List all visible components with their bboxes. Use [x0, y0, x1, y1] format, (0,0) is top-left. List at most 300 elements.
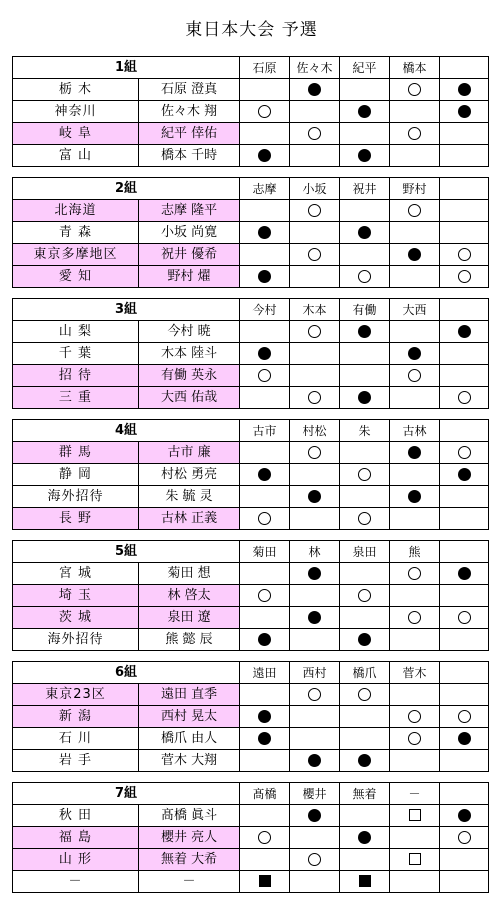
opponent-header: 祝井: [340, 178, 390, 200]
open-circle-icon: [458, 710, 471, 723]
filled-circle-icon: [258, 226, 271, 239]
table-row: [13, 805, 489, 827]
result-cell: [390, 123, 440, 145]
table-row: [13, 706, 489, 728]
result-cell: [240, 486, 290, 508]
table-row: [13, 508, 489, 530]
opponent-header: 今村: [240, 299, 290, 321]
open-circle-icon: [308, 248, 321, 261]
result-cell: [340, 684, 390, 706]
page-title: 東日本大会 予選: [185, 20, 318, 40]
result-cell: [290, 629, 340, 651]
player-name-cell: 西村 晃太: [139, 706, 240, 728]
result-cell: [440, 79, 489, 101]
result-cell: [390, 464, 440, 486]
result-cell: [240, 871, 290, 893]
result-cell: [340, 145, 390, 167]
filled-square-icon: [259, 875, 271, 887]
opponent-header: 櫻井: [290, 783, 340, 805]
open-circle-icon: [308, 391, 321, 404]
result-cell: [440, 629, 489, 651]
table-row: [13, 343, 489, 365]
filled-circle-icon: [258, 468, 271, 481]
opponent-header: 無着: [340, 783, 390, 805]
result-cell: [240, 629, 290, 651]
result-cell: [340, 706, 390, 728]
result-cell: [290, 145, 340, 167]
result-cell: [390, 244, 440, 266]
filled-circle-icon: [258, 732, 271, 745]
filled-circle-icon: [458, 567, 471, 580]
result-cell: [290, 849, 340, 871]
group-header-row: [13, 662, 489, 684]
prefecture-cell: 東京多摩地区: [13, 244, 139, 266]
result-cell: [290, 827, 340, 849]
open-circle-icon: [408, 732, 421, 745]
open-circle-icon: [308, 204, 321, 217]
result-cell: [290, 486, 340, 508]
result-cell: [390, 101, 440, 123]
result-cell: [440, 464, 489, 486]
result-cell: [390, 607, 440, 629]
result-cell: [390, 684, 440, 706]
result-cell: [290, 706, 340, 728]
group-name: 7組: [13, 783, 240, 805]
player-name-cell: 今村 暁: [139, 321, 240, 343]
opponent-header: 大西: [390, 299, 440, 321]
open-circle-icon: [358, 468, 371, 481]
result-cell: [340, 849, 390, 871]
result-cell: [240, 244, 290, 266]
table-row: [13, 79, 489, 101]
result-cell: [440, 871, 489, 893]
filled-circle-icon: [258, 347, 271, 360]
player-name-cell: 古市 廉: [139, 442, 240, 464]
result-cell: [440, 200, 489, 222]
open-circle-icon: [458, 831, 471, 844]
result-cell: [340, 871, 390, 893]
opponent-header: [440, 541, 489, 563]
result-cell: [290, 343, 340, 365]
result-cell: [290, 585, 340, 607]
result-cell: [290, 871, 340, 893]
result-cell: [290, 750, 340, 772]
group-name: 4組: [13, 420, 240, 442]
result-cell: [340, 563, 390, 585]
result-cell: [290, 563, 340, 585]
result-cell: [390, 442, 440, 464]
opponent-header: 朱: [340, 420, 390, 442]
opponent-header: 木本: [290, 299, 340, 321]
opponent-header: －: [390, 783, 440, 805]
result-cell: [240, 464, 290, 486]
result-cell: [240, 79, 290, 101]
player-name-cell: 小坂 尚寛: [139, 222, 240, 244]
prefecture-cell: 長 野: [13, 508, 139, 530]
result-cell: [340, 805, 390, 827]
table-row: [13, 442, 489, 464]
result-cell: [440, 145, 489, 167]
filled-circle-icon: [458, 325, 471, 338]
result-cell: [290, 607, 340, 629]
result-cell: [340, 101, 390, 123]
group-name: 6組: [13, 662, 240, 684]
result-cell: [240, 750, 290, 772]
opponent-header: 泉田: [340, 541, 390, 563]
open-circle-icon: [458, 248, 471, 261]
result-cell: [340, 585, 390, 607]
prefecture-cell: 青 森: [13, 222, 139, 244]
player-name-cell: 古林 正義: [139, 508, 240, 530]
table-row: [13, 728, 489, 750]
open-circle-icon: [258, 369, 271, 382]
opponent-header: 髙橋: [240, 783, 290, 805]
prefecture-cell: 埼 玉: [13, 585, 139, 607]
filled-circle-icon: [408, 347, 421, 360]
group-table: [12, 177, 489, 288]
filled-circle-icon: [308, 490, 321, 503]
table-row: [13, 101, 489, 123]
prefecture-cell: 山 形: [13, 849, 139, 871]
open-circle-icon: [408, 710, 421, 723]
prefecture-cell: －: [13, 871, 139, 893]
result-cell: [340, 266, 390, 288]
prefecture-cell: 群 馬: [13, 442, 139, 464]
result-cell: [390, 585, 440, 607]
group-name: 2組: [13, 178, 240, 200]
player-name-cell: 有働 英永: [139, 365, 240, 387]
opponent-header: [440, 783, 489, 805]
filled-circle-icon: [308, 83, 321, 96]
group-header-row: [13, 178, 489, 200]
result-cell: [440, 365, 489, 387]
opponent-header: [440, 420, 489, 442]
result-cell: [240, 684, 290, 706]
result-cell: [340, 508, 390, 530]
result-cell: [440, 728, 489, 750]
table-row: [13, 750, 489, 772]
result-cell: [290, 508, 340, 530]
result-cell: [390, 871, 440, 893]
group-header-row: [13, 420, 489, 442]
open-circle-icon: [308, 688, 321, 701]
player-name-cell: 遠田 直季: [139, 684, 240, 706]
group-table: [12, 661, 489, 772]
result-cell: [390, 805, 440, 827]
result-cell: [240, 266, 290, 288]
prefecture-cell: 東京23区: [13, 684, 139, 706]
result-cell: [390, 849, 440, 871]
result-cell: [290, 244, 340, 266]
prefecture-cell: 北海道: [13, 200, 139, 222]
filled-circle-icon: [308, 567, 321, 580]
result-cell: [390, 321, 440, 343]
table-row: [13, 849, 489, 871]
result-cell: [390, 222, 440, 244]
filled-circle-icon: [358, 149, 371, 162]
result-cell: [390, 728, 440, 750]
open-circle-icon: [358, 512, 371, 525]
open-circle-icon: [458, 446, 471, 459]
result-cell: [240, 563, 290, 585]
table-row: [13, 684, 489, 706]
prefecture-cell: 海外招待: [13, 486, 139, 508]
table-row: [13, 266, 489, 288]
result-cell: [440, 343, 489, 365]
filled-circle-icon: [308, 809, 321, 822]
result-cell: [440, 750, 489, 772]
result-cell: [340, 343, 390, 365]
result-cell: [390, 486, 440, 508]
open-circle-icon: [258, 105, 271, 118]
prefecture-cell: 新 潟: [13, 706, 139, 728]
group-header-row: [13, 541, 489, 563]
table-row: [13, 585, 489, 607]
result-cell: [440, 101, 489, 123]
result-cell: [390, 706, 440, 728]
result-cell: [390, 200, 440, 222]
result-cell: [290, 79, 340, 101]
result-cell: [440, 222, 489, 244]
filled-circle-icon: [408, 248, 421, 261]
opponent-header: 林: [290, 541, 340, 563]
player-name-cell: －: [139, 871, 240, 893]
result-cell: [390, 266, 440, 288]
result-cell: [340, 79, 390, 101]
prefecture-cell: 宮 城: [13, 563, 139, 585]
prefecture-cell: 招 待: [13, 365, 139, 387]
prefecture-cell: 千 葉: [13, 343, 139, 365]
result-cell: [240, 849, 290, 871]
result-cell: [390, 508, 440, 530]
player-name-cell: 村松 勇亮: [139, 464, 240, 486]
result-cell: [440, 607, 489, 629]
filled-circle-icon: [358, 226, 371, 239]
result-cell: [340, 200, 390, 222]
prefecture-cell: 栃 木: [13, 79, 139, 101]
player-name-cell: 祝井 優希: [139, 244, 240, 266]
result-cell: [390, 827, 440, 849]
opponent-header: 紀平: [340, 57, 390, 79]
result-cell: [340, 629, 390, 651]
filled-circle-icon: [358, 633, 371, 646]
filled-square-icon: [359, 875, 371, 887]
opponent-header: [440, 178, 489, 200]
table-row: [13, 607, 489, 629]
result-cell: [240, 387, 290, 409]
prefecture-cell: 山 梨: [13, 321, 139, 343]
open-circle-icon: [308, 127, 321, 140]
result-cell: [290, 464, 340, 486]
filled-circle-icon: [258, 149, 271, 162]
opponent-header: [440, 662, 489, 684]
open-circle-icon: [358, 688, 371, 701]
opponent-header: [440, 57, 489, 79]
group-name: 3組: [13, 299, 240, 321]
open-square-icon: [409, 853, 421, 865]
result-cell: [290, 321, 340, 343]
result-cell: [340, 442, 390, 464]
result-cell: [390, 387, 440, 409]
opponent-header: 古林: [390, 420, 440, 442]
opponent-header: 橋爪: [340, 662, 390, 684]
table-row: [13, 222, 489, 244]
result-cell: [240, 200, 290, 222]
opponent-header: 小坂: [290, 178, 340, 200]
result-cell: [340, 607, 390, 629]
result-cell: [340, 486, 390, 508]
table-row: [13, 486, 489, 508]
result-cell: [240, 827, 290, 849]
open-circle-icon: [258, 589, 271, 602]
result-cell: [390, 365, 440, 387]
result-cell: [340, 728, 390, 750]
result-cell: [240, 607, 290, 629]
open-circle-icon: [408, 83, 421, 96]
result-cell: [240, 805, 290, 827]
open-circle-icon: [358, 270, 371, 283]
table-row: [13, 827, 489, 849]
prefecture-cell: 海外招待: [13, 629, 139, 651]
result-cell: [240, 101, 290, 123]
player-name-cell: 大西 佑哉: [139, 387, 240, 409]
player-name-cell: 野村 燿: [139, 266, 240, 288]
result-cell: [340, 365, 390, 387]
prefecture-cell: 秋 田: [13, 805, 139, 827]
opponent-header: 野村: [390, 178, 440, 200]
open-circle-icon: [258, 831, 271, 844]
opponent-header: 西村: [290, 662, 340, 684]
table-row: [13, 464, 489, 486]
player-name-cell: 佐々木 翔: [139, 101, 240, 123]
prefecture-cell: 岐 阜: [13, 123, 139, 145]
opponent-header: 橋本: [390, 57, 440, 79]
prefecture-cell: 福 島: [13, 827, 139, 849]
player-name-cell: 菅木 大翔: [139, 750, 240, 772]
result-cell: [290, 222, 340, 244]
result-cell: [440, 442, 489, 464]
result-cell: [290, 387, 340, 409]
result-cell: [290, 805, 340, 827]
result-cell: [240, 365, 290, 387]
filled-circle-icon: [258, 710, 271, 723]
table-row: [13, 629, 489, 651]
filled-circle-icon: [258, 270, 271, 283]
prefecture-cell: 神奈川: [13, 101, 139, 123]
group-name: 1組: [13, 57, 240, 79]
result-cell: [390, 750, 440, 772]
group-header-row: [13, 57, 489, 79]
filled-circle-icon: [308, 754, 321, 767]
player-name-cell: 泉田 遼: [139, 607, 240, 629]
group-table: [12, 419, 489, 530]
result-cell: [240, 321, 290, 343]
table-row: [13, 200, 489, 222]
player-name-cell: 無着 大希: [139, 849, 240, 871]
result-cell: [290, 101, 340, 123]
filled-circle-icon: [458, 83, 471, 96]
player-name-cell: 熊 懿 辰: [139, 629, 240, 651]
result-cell: [440, 244, 489, 266]
group-name: 5組: [13, 541, 240, 563]
filled-circle-icon: [458, 468, 471, 481]
result-cell: [240, 222, 290, 244]
result-cell: [440, 684, 489, 706]
filled-circle-icon: [358, 325, 371, 338]
group-header-row: [13, 783, 489, 805]
opponent-header: 古市: [240, 420, 290, 442]
table-row: [13, 321, 489, 343]
result-cell: [290, 365, 340, 387]
result-cell: [440, 321, 489, 343]
group-table: [12, 56, 489, 167]
open-circle-icon: [408, 611, 421, 624]
open-circle-icon: [408, 567, 421, 580]
result-cell: [240, 508, 290, 530]
result-cell: [240, 123, 290, 145]
result-cell: [440, 266, 489, 288]
player-name-cell: 櫻井 亮人: [139, 827, 240, 849]
prefecture-cell: 岩 手: [13, 750, 139, 772]
filled-circle-icon: [408, 490, 421, 503]
result-cell: [240, 145, 290, 167]
result-cell: [240, 442, 290, 464]
result-cell: [440, 486, 489, 508]
result-cell: [440, 849, 489, 871]
prefecture-cell: 愛 知: [13, 266, 139, 288]
result-cell: [290, 442, 340, 464]
filled-circle-icon: [358, 105, 371, 118]
opponent-header: 熊: [390, 541, 440, 563]
open-circle-icon: [408, 127, 421, 140]
result-cell: [390, 145, 440, 167]
opponent-header: 菊田: [240, 541, 290, 563]
result-cell: [390, 343, 440, 365]
filled-circle-icon: [358, 391, 371, 404]
table-row: [13, 244, 489, 266]
open-circle-icon: [408, 369, 421, 382]
opponent-header: 佐々木: [290, 57, 340, 79]
prefecture-cell: 茨 城: [13, 607, 139, 629]
result-cell: [340, 464, 390, 486]
opponent-header: 遠田: [240, 662, 290, 684]
result-cell: [390, 79, 440, 101]
result-cell: [440, 827, 489, 849]
table-row: [13, 387, 489, 409]
open-circle-icon: [458, 270, 471, 283]
opponent-header: 有働: [340, 299, 390, 321]
opponent-header: 石原: [240, 57, 290, 79]
open-square-icon: [409, 809, 421, 821]
opponent-header: [440, 299, 489, 321]
group-header-row: [13, 299, 489, 321]
result-cell: [440, 563, 489, 585]
filled-circle-icon: [458, 105, 471, 118]
result-cell: [440, 123, 489, 145]
player-name-cell: 木本 陸斗: [139, 343, 240, 365]
player-name-cell: 志摩 隆平: [139, 200, 240, 222]
table-row: [13, 145, 489, 167]
filled-circle-icon: [408, 446, 421, 459]
prefecture-cell: 石 川: [13, 728, 139, 750]
table-row: [13, 563, 489, 585]
result-cell: [440, 508, 489, 530]
player-name-cell: 橋爪 由人: [139, 728, 240, 750]
result-cell: [240, 728, 290, 750]
group-table: [12, 540, 489, 651]
result-cell: [390, 629, 440, 651]
open-circle-icon: [258, 512, 271, 525]
